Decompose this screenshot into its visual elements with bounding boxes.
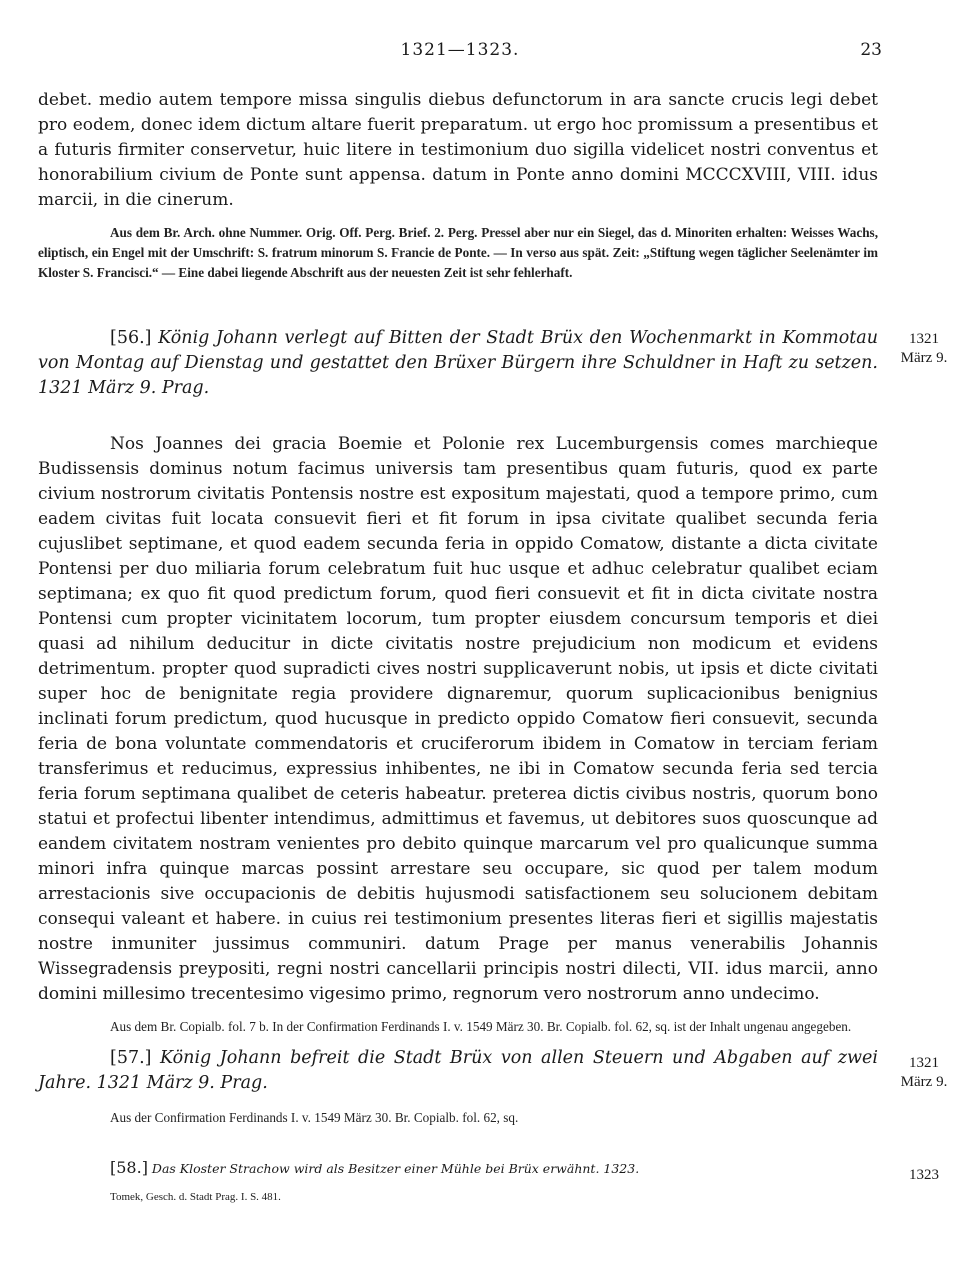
entry-56-body — [38, 432, 878, 1037]
entry-56-number: [56.] — [110, 328, 152, 348]
entry-57-number: [57.] — [110, 1048, 152, 1068]
entry-58-margin-date — [894, 1166, 954, 1185]
entry-57-heading — [38, 1046, 878, 1128]
previous-document-end — [38, 88, 878, 283]
entry-58-regest — [38, 1158, 878, 1179]
entry-57-margin-year: 1321 — [909, 1055, 939, 1071]
entry-58-source-note: Tomek, Gesch. d. Stadt Prag. I. S. 481. — [110, 1191, 281, 1203]
entry-56-margin-date — [894, 330, 954, 368]
entry-58-margin-year: 1323 — [909, 1167, 939, 1183]
entry-58-heading — [38, 1158, 878, 1207]
entry-56-source-note: Aus dem Br. Copialb. fol. 7 b. In der Confirmation Ferdinands I. v. 1549 März 30. Br. Copialb. fol. 62, sq. ist der Inhalt ungenau angegeben. — [110, 1019, 852, 1034]
running-head — [0, 40, 960, 62]
entry-57-regest — [38, 1046, 878, 1096]
entry-56-regest — [38, 326, 878, 401]
running-head-years: 1321—1323. — [400, 40, 520, 60]
entry-56-margin-day: März 9. — [900, 350, 948, 366]
page-number: 23 — [860, 40, 882, 60]
entry-56-text: Nos Joannes dei gracia Boemie et Polonie rex Lucemburgensis comes marchieque Budissensis dominus notum facimus universis tam presentibus quam futuris, quod ex parte civium nostrorum civitatis Pontensis nostre est expositum majestati, quod a tempore primo, cum eadem civitas fuit locata consuevit fieri et fit forum in ipsa civitate qualibet secunda feria cujuslibet septimane, et quod eadem secunda feria in oppido Comatow, distante a dicta civitate Pontensi per duo miliaria forum celebratum fuit huc usque et adhuc celebratur qualibet eciam septimana; ex quo fit quod predictum forum, quod fieri consuevit et fit in dicta civitate nostra Pontensi cum propter vicinitatem locorum, tum propter eiusdem concursum temporis et diei quasi ad nihilum deducitur in dicte civitatis nostre prejudicium non modicum et evidens detrimentum. propter quod supradicti cives nostri supplicaverunt nobis, ut ipsis et dicte civitati super hoc de benignitate regia providere dignaremur, quorum suplicacionibus benignius inclinati forum predictum, quod hucusque in predicto oppido Comatow fieri consuevit, secunda feria de bona voluntate commendatoris et cruciferorum ibidem in Comatow in terciam feriam transferimus et reducimus, expressius inhibentes, ne ibi in Comatow secunda feria sed tercia feria forum septimana qualibet de ceteris habeatur. preterea dictis civibus nostris, quorum bono statui et profectui libenter intendimus, admittimus et favemus, ut debitores suos quoscunque ad eandem civitatem nostram venientes pro debito quinque marcarum vel pro qualicunque summa minori infra quinque marcas possint arrestare seu occupare, sic quod per talem modum arrestacionis sive occupacionis de debitis hujusmodi satisfactionem seu solucionem debitam consequi valeant et habere. in cuius rei testimonium presentes literas fieri et sigillis majestatis nostre inmuniter jussimus communiri. datum Prage per manus venerabilis Johannis Wissegradensis preypositi, regni nostri cancellarii principis nostri dilecti, VII. idus marcii, anno domini millesimo trecentesimo vigesimo primo, regnorum vero nostrorum anno undecimo. — [38, 434, 878, 1004]
source-note: Aus dem Br. Arch. ohne Nummer. Orig. Off. Perg. Brief. 2. Perg. Pressel aber nur ein Siegel, das d. Minoriten erhalten: Weisses Wachs, eliptisch, ein Engel mit der Umschrift: S. fratrum minorum S. Francie de Ponte. — In verso aus spät. Zeit: „Stiftung wegen täglicher Seelenämter im Kloster S. Francisci.“ — Eine dabei liegende Abschrift aus der neuesten Zeit ist sehr fehlerhaft. — [38, 225, 878, 280]
entry-56-regest-text: König Johann verlegt auf Bitten der Stadt Brüx den Wochenmarkt in Kommotau von Montag auf Dienstag und gestattet den Brüxer Bürgern ihre Schuldner in Haft zu setzen. 1321 März 9. Prag. — [38, 328, 878, 398]
entry-56-heading — [38, 326, 878, 401]
entry-58-regest-text: Das Kloster Strachow wird als Besitzer einer Mühle bei Brüx erwähnt. 1323. — [151, 1161, 640, 1176]
entry-57-margin-date — [894, 1054, 954, 1092]
entry-58-number: [58.] — [110, 1158, 148, 1177]
entry-57-regest-text: König Johann befreit die Stadt Brüx von allen Steuern und Abgaben auf zwei Jahre. 1321 März 9. Prag. — [38, 1048, 878, 1093]
document-text: debet. medio autem tempore missa singulis diebus defunctorum in ara sancte crucis legi debet pro eodem, donec idem dictum altare fuerit preparatum. ut ergo hoc promissum a presentibus et a futuris firmiter conservetur, huic litere in testimonium duo sigilla videlicet nostri conventus et honorabilium civium de Ponte sunt appensa. datum in Ponte anno domini MCCCXVIII, VIII. idus marcii, in die cinerum. — [38, 90, 878, 210]
entry-56-margin-year: 1321 — [909, 331, 939, 347]
entry-57-margin-day: März 9. — [900, 1074, 948, 1090]
entry-57-source-note: Aus der Confirmation Ferdinands I. v. 1549 März 30. Br. Copialb. fol. 62, sq. — [110, 1110, 519, 1125]
